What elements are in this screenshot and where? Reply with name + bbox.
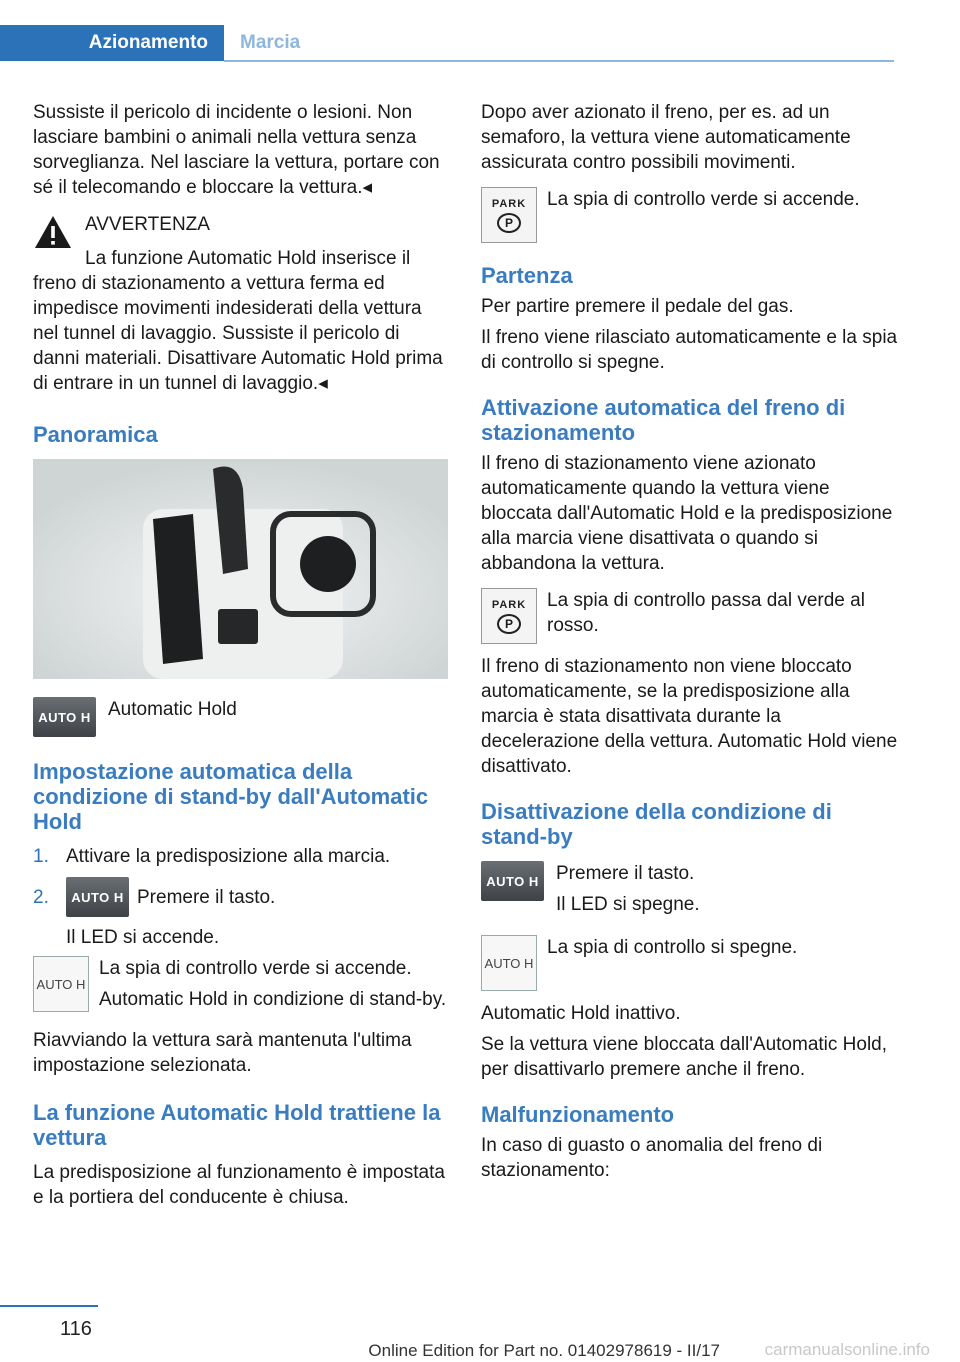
tab-azionamento[interactable]: Azionamento [0, 25, 224, 61]
heading-partenza: Partenza [481, 263, 573, 288]
park-indicator-row [481, 588, 901, 644]
heading-malfunzionamento: Malfunzionamento [481, 1102, 675, 1127]
auto-h-indicator-icon: AUTO H [481, 935, 537, 991]
center-console-image [33, 459, 448, 679]
tab-marcia[interactable]: Marcia [240, 32, 301, 53]
left-column [33, 100, 448, 1216]
auto-h-button-icon: AUTO H [66, 877, 129, 917]
warning-title: AVVERTENZA [85, 214, 210, 235]
step-text: Attivare la predisposizione alla marcia. [66, 846, 391, 867]
watermark: carmanualsonline.info [764, 1340, 930, 1359]
not-locked-text: Il freno di stazionamento non viene bloccato automaticamente, se la predisposizione alla marcia è stata disattivata durante la decelerazione della vettura. Automatic Hold viene disattivato. [481, 656, 898, 777]
gear-selector-photo [33, 459, 448, 679]
page-number: 116 [60, 1318, 92, 1340]
indicator-green-text: La spia di controllo verde si accende. [99, 958, 412, 979]
warning-body: La funzione Automatic Hold inserisce il freno di stazionamento a vettura ferma ed impedisce movimenti indesiderati della vettura nel tunnel di lavaggio. Sussiste il pericolo di danni materiali. Disattivare Automatic Hold prima di entrare in un tunnel di lavaggio.◂ [33, 248, 443, 394]
automatic-hold-button-row [33, 697, 448, 737]
indicator-change-text: La spia di controllo passa dal verde al rosso. [547, 590, 865, 636]
press-button-text: Premere il tasto. [556, 863, 695, 884]
fault-text: In caso di guasto o anomalia del freno di stazionamento: [481, 1135, 823, 1181]
indicator-off-text: La spia di controllo si spegne. [547, 937, 798, 958]
attivazione-text: Il freno di stazionamento viene azionato automaticamente quando la vettura viene bloccata dall'Automatic Hold e la predisposizione alla marcia viene disattivata o quando si abbandona la vettura. [481, 453, 893, 574]
edition-text: Online Edition for Part no. 01402978619 - II/17 [368, 1341, 720, 1360]
standby-text: Automatic Hold in condizione di stand-by. [99, 989, 447, 1010]
heading-panoramica: Panoramica [33, 422, 158, 447]
indicator-green-row [33, 956, 448, 1018]
auto-h-button-icon: AUTO H [481, 861, 544, 901]
partenza-text-1: Per partire premere il pedale del gas. [481, 296, 794, 317]
led-off-text: Il LED si spegne. [556, 894, 700, 915]
steps-list [33, 844, 448, 917]
park-brake-icon: PARK P [481, 187, 537, 243]
heading-disattivazione: Disattivazione della condizione di stand-by [481, 799, 832, 849]
disable-button-row [481, 861, 901, 923]
intro-paragraph: Sussiste il pericolo di incidente o lesioni. Non lasciare bambini o animali nella vettura senza sorveglianza. Nel lasciare la vettura, portare con sé il telecomando e bloccare la vettura.◂ [33, 102, 440, 198]
led-on-text: Il LED si accende. [66, 927, 220, 948]
list-item [33, 877, 448, 917]
step-text: Premere il tasto. [137, 886, 276, 908]
warning-block [33, 214, 448, 250]
inactive-text: Automatic Hold inattivo. [481, 1003, 681, 1024]
park-brake-icon: PARK P [481, 588, 537, 644]
restart-text: Riavviando la vettura sarà mantenuta l'ultima impostazione selezionata. [33, 1030, 412, 1076]
park-indicator-row [481, 187, 901, 243]
indicator-off-row [481, 935, 901, 991]
header-divider [224, 60, 894, 62]
heading-impostazione: Impostazione automatica della condizione di stand-by dall'Automatic Hold [33, 759, 429, 834]
auto-h-indicator-icon: AUTO H [33, 956, 89, 1012]
list-item [33, 844, 448, 869]
brake-paragraph: Dopo aver azionato il freno, per es. ad un semaforo, la vettura viene automaticamente assicurata contro possibili movimenti. [481, 102, 851, 173]
footer-divider [0, 1305, 98, 1307]
right-column [481, 100, 901, 1189]
locked-text: Se la vettura viene bloccata dall'Automatic Hold, per disattivarlo premere anche il freno. [481, 1034, 888, 1080]
trattiene-text: La predisposizione al funzionamento è impostata e la portiera del conducente è chiusa. [33, 1162, 445, 1208]
heading-trattiene: La funzione Automatic Hold trattiene la vettura [33, 1100, 441, 1150]
warning-triangle-icon [33, 214, 73, 250]
heading-attivazione: Attivazione automatica del freno di stazionamento [481, 395, 846, 445]
chapter-header [0, 0, 960, 64]
partenza-text-2: Il freno viene rilasciato automaticamente e la spia di controllo si spegne. [481, 327, 898, 373]
step-number: 2. [33, 886, 49, 908]
auto-h-button-icon: AUTO H [33, 697, 96, 737]
automatic-hold-label: Automatic Hold [108, 699, 237, 720]
indicator-green-text: La spia di controllo verde si accende. [547, 189, 860, 210]
step-number: 1. [33, 846, 49, 867]
